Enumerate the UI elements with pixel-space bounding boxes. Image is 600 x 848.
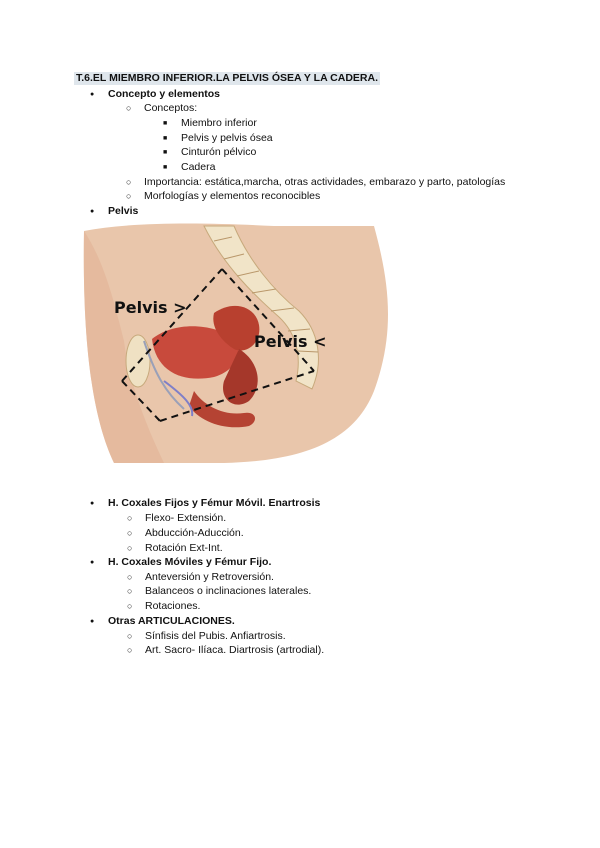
list-item: ■ Cadera [181,161,215,174]
section-heading-otras: ● Otras ARTICULACIONES. [108,615,235,628]
list-item: ○ Abducción-Aducción. [145,527,244,540]
morfologias-item: ○ Morfologías y elementos reconocibles [144,190,320,203]
list-item: ○ Anteversión y Retroversión. [145,571,274,584]
section-heading-concepto: ● Concepto y elementos [108,88,220,101]
importancia-item: ○ Importancia: estática,marcha, otras actividades, embarazo y parto, patologías [144,176,505,189]
list-item: ■ Pelvis y pelvis ósea [181,132,273,145]
section-heading-coxales-moviles: ● H. Coxales Móviles y Fémur Fijo. [108,556,271,569]
conceptos-label: ○ Conceptos: [144,102,197,115]
list-item: ■ Miembro inferior [181,117,257,130]
figure-label-right: Pelvis < [254,332,327,351]
section-heading-coxales-fijos: ● H. Coxales Fijos y Fémur Móvil. Enartrosis [108,497,320,510]
figure-label-left: Pelvis > [114,298,187,317]
list-item: ○ Rotaciones. [145,600,200,613]
pelvis-anatomy-figure [74,221,402,463]
list-item: ○ Rotación Ext-Int. [145,542,223,555]
list-item: ○ Sínfisis del Pubis. Anfiartrosis. [145,630,286,643]
list-item: ○ Flexo- Extensión. [145,512,226,525]
list-item: ○ Art. Sacro- Ilíaca. Diartrosis (artrodial). [145,644,324,657]
section-heading-pelvis: ● Pelvis [108,205,138,218]
list-item: ■ Cinturón pélvico [181,146,256,159]
page-title: T.6.EL MIEMBRO INFERIOR.LA PELVIS ÓSEA Y LA CADERA. [76,72,379,84]
list-item: ○ Balanceos o inclinaciones laterales. [145,585,311,598]
